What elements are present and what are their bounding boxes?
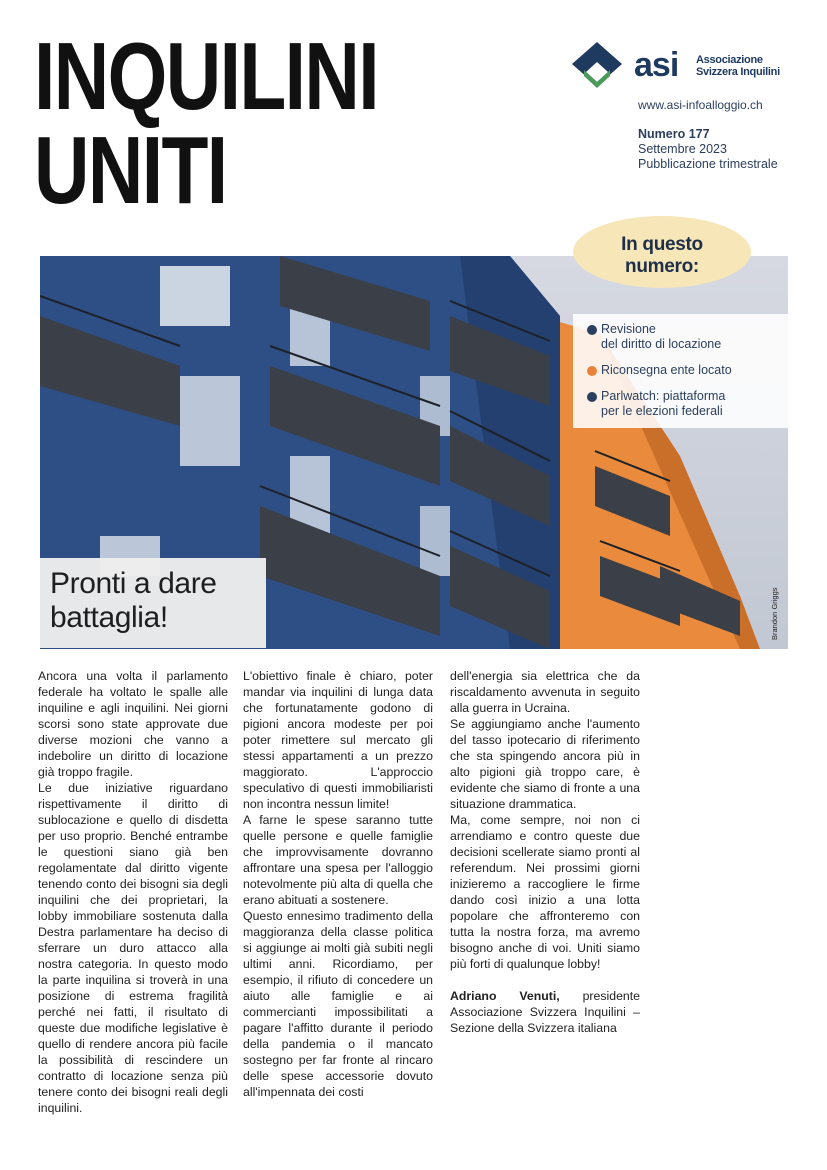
signature xyxy=(450,988,640,1036)
masthead-title xyxy=(34,23,378,224)
paragraph: Ancora una volta il parlamento federale ha voltato le spalle alle inquiline e agli inquilini. Nei giorni scorsi sono state approvate due diverse mozioni che vanno a indebolire un diritto di locazione già troppo fragile. xyxy=(38,669,228,779)
paragraph: L'obiettivo finale è chiaro, poter mandar via inquilini di lunga data che fortunatamente godono di pigioni ancora modeste per poi poter rimettere sul mercato gli stessi appartamenti a un prezzo maggiorato. L'approccio speculativo di questi immobiliaristi non incontra nessun limite! xyxy=(243,669,433,811)
asi-logo[interactable] xyxy=(572,42,792,88)
toc-panel xyxy=(573,314,788,428)
headline-line-1: Pronti a dare xyxy=(50,567,217,600)
asi-name-line-2: Svizzera Inquilini xyxy=(696,66,780,78)
masthead-line-1: INQUILINI xyxy=(34,23,378,130)
paragraph: dell'energia sia elettrica che da riscaldamento avvenuta in seguito alla guerra in Ucraina. xyxy=(450,669,640,715)
masthead-line-2: UNITI xyxy=(34,117,227,224)
toc-item-line-1: Parlwatch: piattaforma xyxy=(601,389,726,403)
article-column-3 xyxy=(450,668,640,1036)
toc-heading xyxy=(573,216,751,278)
toc-item-line-2: del diritto di locazione xyxy=(601,337,722,351)
asi-diamond-icon xyxy=(572,42,622,88)
article-column-2 xyxy=(243,668,433,1100)
issue-date: Settembre 2023 xyxy=(638,142,727,156)
headline-box xyxy=(40,558,266,648)
paragraph: Le due iniziative riguardano rispettivamente il diritto di sublocazione e quello di disdetta per uso proprio. Benché entrambe le questioni siano già ben regolamentate dal diritto vigente tenendo conto dei bisogni sia degli inquilini che dei proprietari, la lobby immobiliare sostenuta dalla Destra parlamentare ha deciso di sferrare un duro attacco alla nostra categoria. In questo modo la parte inquilina si troverà in una posizione di estrema fragilità perché nei fatti, il risultato di queste due modifiche legislative è quello di rendere ancora più facile la possibilità di rescindere un contratto di locazione senza più tenere conto dei bisogni reali degli inquilini. xyxy=(38,781,228,1115)
issue-info xyxy=(638,127,778,172)
toc-item-line-1: Revisione xyxy=(601,322,656,336)
asi-name-line-1: Associazione xyxy=(696,54,763,66)
article-headline xyxy=(50,567,217,635)
paragraph: Questo ennesimo tradimento della maggioranza della classe politica si aggiunge ai molti già subiti negli ultimi anni. Ricordiamo, per esempio, il rifiuto di concedere un aiuto alle famiglie e ai commercianti impossibilitati a pagare l'affitto durante il periodo della pandemia o il mancato sostegno per far fronte al rincaro delle spese accessorie dovuto all'impennata dei costi xyxy=(243,909,433,1099)
asi-brand-text: asi xyxy=(634,46,679,84)
headline-line-2: battaglia! xyxy=(50,601,168,634)
bullet-icon xyxy=(587,392,597,402)
paragraph: Ma, come sempre, noi non ci arrendiamo e contro queste due decisioni scellerate siamo pronti al referendum. Nei prossimi giorni inizieremo a raccogliere le firme dando così inizio a una lotta popolare che affronteremo con tutta la nostra forza, ma avremo bisogno anche di voi. Uniti siamo più forti di qualunque lobby! xyxy=(450,813,640,971)
toc-heading-line-1: In questo xyxy=(621,234,703,255)
issue-frequency: Pubblicazione trimestrale xyxy=(638,157,778,171)
paragraph: Se aggiungiamo anche l'aumento del tasso ipotecario di riferimento che sta spingendo ancora più in alto pigioni già troppo care, è evidente che siamo di fronte a una situazione drammatica. xyxy=(450,717,640,811)
article-column-1 xyxy=(38,668,228,1116)
paragraph: A farne le spese saranno tutte quelle persone e quelle famiglie che improvvisamente dovranno affrontare una spesa per l'alloggio notevolmente più alta di quella che erano abituati a sostenere. xyxy=(243,813,433,907)
toc-item-line-1: Riconsegna ente locato xyxy=(601,363,732,377)
toc-heading-bubble xyxy=(573,216,751,288)
author-name: Adriano Venuti, xyxy=(450,989,560,1003)
toc-item-line-2: per le elezioni federali xyxy=(601,404,723,418)
bullet-icon xyxy=(587,366,597,376)
author-role: presidente Associazione Svizzera Inquilini – Sezione della Svizzera italiana xyxy=(450,989,640,1035)
bullet-icon xyxy=(587,325,597,335)
asi-association-name xyxy=(696,54,780,78)
issue-number: Numero 177 xyxy=(638,127,710,141)
photo-credit: Brandon Griggs xyxy=(770,587,779,640)
website-link[interactable]: www.asi-infoalloggio.ch xyxy=(638,98,763,112)
toc-heading-line-2: numero: xyxy=(625,256,699,277)
